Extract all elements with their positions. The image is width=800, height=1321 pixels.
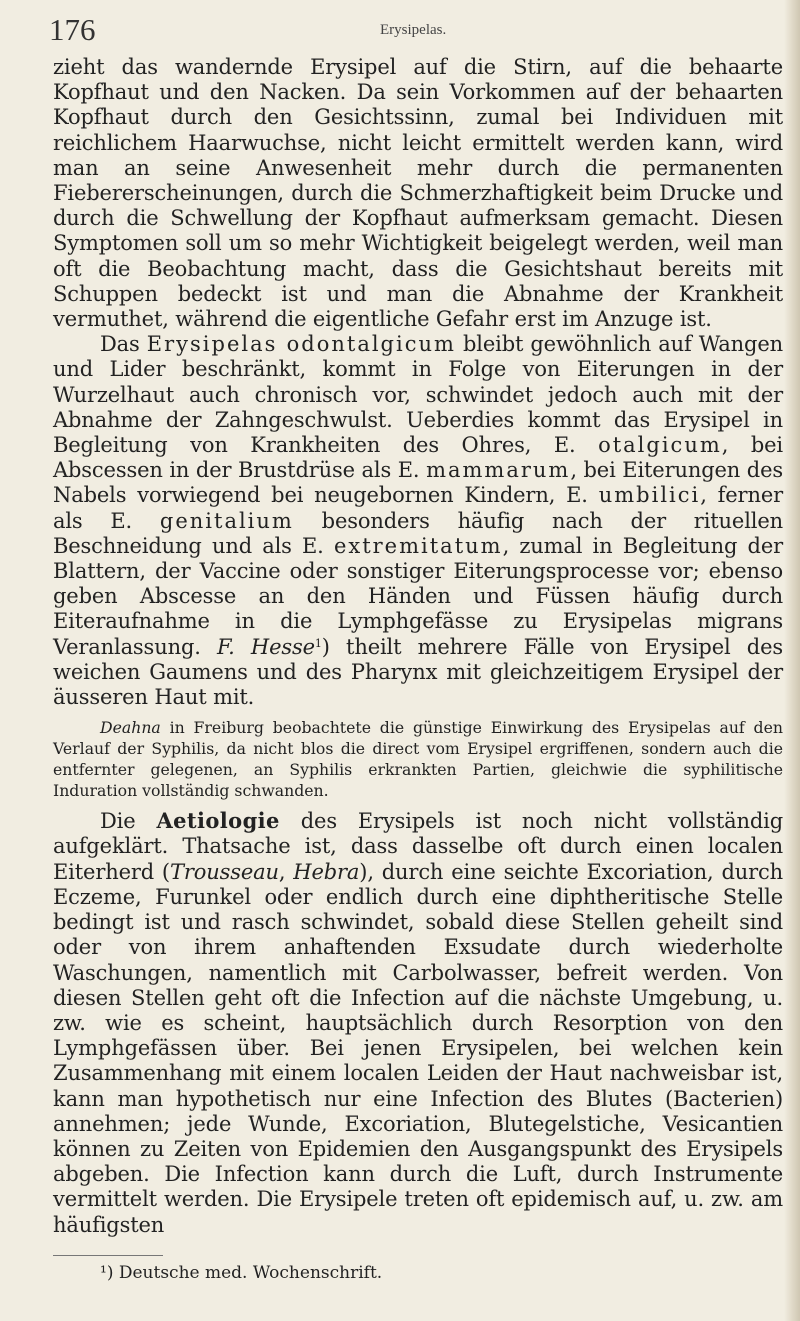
running-head bbox=[49, 10, 783, 55]
footnote: ¹) Deutsche med. Wochenschrift. bbox=[100, 1262, 383, 1283]
body-text bbox=[53, 55, 783, 1238]
term-mammarum: mammarum bbox=[426, 458, 571, 483]
paragraph-erysipelas-types: Das Erysipelas odontalgicum bleibt gewöhnlich auf Wangen und Lider beschränkt, kommt in Folge von Eiterungen in der Wurzelhaut auch chronisch vor, schwindet jedoch auch mit der Abnahme der Zahngeschwulst. Ueberdies kommt das Erysipel in Begleitung von Krankheiten des Ohres, E. otalgicum, bei Abscessen in der Brustdrüse als E. mammarum, bei Eiterungen des Nabels vorwiegend bei neugebornen Kindern, E. umbilici, ferner als E. genitalium besonders häufig nach der rituellen Beschneidung und als E. extremitatum, zumal in Begleitung der Blattern, der Vaccine oder sonstiger Eiterungsprocesse vor; ebenso geben Abscesse an den Händen und Füssen häufig durch Eiteraufnahme in die Lymphgefässe zu Erysipelas migrans Veranlassung. F. Hesse$^1$) theilt mehrere Fälle von Erysipel des weichen Gaumens und des Pharynx mit gleichzeitigem Erysipel der äusseren Haut mit. bbox=[53, 332, 783, 710]
book-page bbox=[49, 10, 784, 1284]
term-odontalgicum: Erysipelas odontalgicum bbox=[146, 332, 456, 357]
small-print-note: Deahna in Freiburg beobachtete die günstige Einwirkung des Erysipelas auf den Verlauf der Syphilis, da nicht blos die direct vom Erysipel ergriffenen, sondern auch die entfernter gelegenen, an Syphilis erkrankten Partien, gleichwie die syphilitische Induration vollständig schwanden. bbox=[53, 718, 783, 801]
page-edge bbox=[784, 0, 800, 1321]
footnote-divider bbox=[53, 1255, 163, 1256]
author-hebra: Hebra bbox=[293, 859, 360, 884]
author-trousseau: Trousseau bbox=[169, 859, 279, 884]
footnote-reference: 1 bbox=[314, 636, 322, 650]
running-title: Erysipelas. bbox=[380, 22, 447, 38]
term-genitalium: genitalium bbox=[159, 508, 294, 533]
author-deahna: Deahna bbox=[100, 718, 161, 738]
term-otalgicum: otalgicum bbox=[598, 433, 722, 458]
paragraph-aetiology: Die Aetiologie des Erysipels ist noch nicht vollständig aufgeklärt. Thatsache ist, dass dasselbe oft durch einen localen Eiterherd (Trousseau, Hebra), durch eine seichte Excoriation, durch Eczeme, Furunkel oder endlich durch eine diphtheritische Stelle bedingt ist und rasch schwindet, sobald diese Stellen geheilt sind oder von ihrem anhaftenden Exsudate durch wiederholte Waschungen, namentlich mit Carbolwasser, befreit werden. Von diesen Stellen geht oft die Infection auf die nächste Umgebung, u. zw. wie es scheint, hauptsächlich durch Resorption von den Lymphgefässen über. Bei jenen Erysipelen, bei welchen kein Zusammenhang mit einem localen Leiden der Haut nachweisbar ist, kann man hypothetisch nur eine Infection des Blutes (Bacterien) annehmen; jede Wunde, Excoriation, Blutegelstiche, Vesicantien können zu Zeiten von Epidemien den Ausgangspunkt des Erysipels abgeben. Die Infection kann durch die Luft, durch Instrumente vermittelt werden. Die Erysipele treten oft epidemisch auf, u. zw. am häufigsten bbox=[53, 808, 784, 1237]
section-heading-aetiologie: Aetiologie bbox=[156, 808, 280, 834]
term-extremitatum: extremitatum bbox=[333, 533, 503, 558]
author-hesse: F. Hesse bbox=[217, 634, 315, 659]
term-umbilici: umbilici bbox=[598, 483, 701, 508]
paragraph-scalp: zieht das wandernde Erysipel auf die Stirn, auf die behaarte Kopfhaut und den Nacken. Da sein Vorkommen auf der behaarten Kopfhaut durch den Gesichtssinn, zumal bei Individuen mit reichlichem Haarwuchse, nicht leicht ermittelt werden kann, wird man an seine Anwesenheit mehr durch die permanenten Fiebererscheinungen, durch die Schmerzhaftigkeit beim Drucke und durch die Schwellung der Kopfhaut aufmerksam gemacht. Diesen Symptomen soll um so mehr Wichtigkeit beigelegt werden, weil man oft die Beobachtung macht, dass die Gesichtshaut bereits mit Schuppen bedeckt ist und man die Abnahme der Krankheit vermuthet, während die eigentliche Gefahr erst im Anzuge ist. bbox=[53, 55, 783, 332]
page-number: 176 bbox=[49, 12, 96, 47]
